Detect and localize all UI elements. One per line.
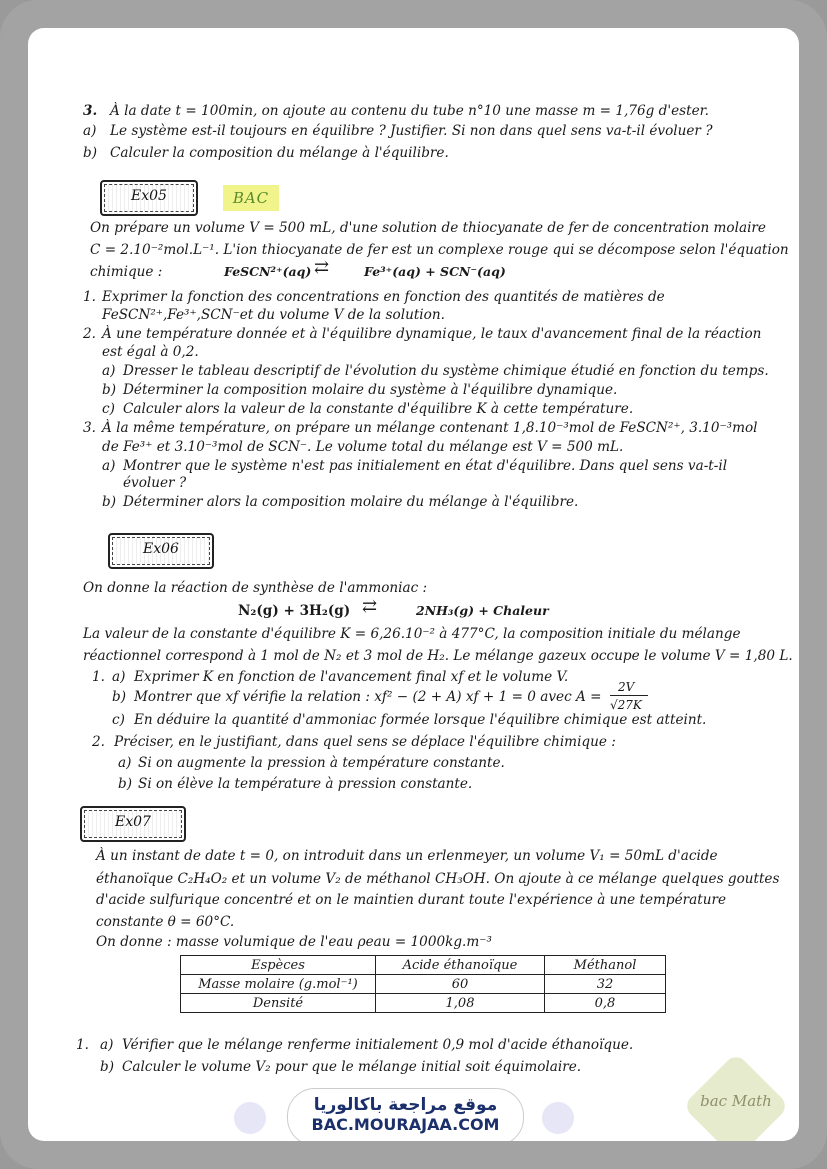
ex05-q3-line1: À la même température, on prépare un mélange contenant 1,8.10⁻³mol de FeSCN²⁺, 3.10⁻³mol (102, 420, 758, 436)
ex07-paragraph-line3: d'acide sulfurique concentré et on le maintien durant toute l'expérience à une température (96, 892, 727, 908)
ex06-q2-text: Préciser, en le justifiant, dans quel sens se déplace l'équilibre chimique : (114, 734, 616, 750)
ex05-q3-line2: de Fe³⁺ et 3.10⁻³mol de SCN⁻. Le volume total du mélange est V = 500 mL. (102, 439, 624, 455)
ex06-q2-number: 2. (92, 734, 105, 750)
ex07-paragraph-line4: constante θ = 60°C. (96, 914, 235, 930)
footer-site-link[interactable]: BAC.MOURAJAA.COM (311, 1115, 500, 1134)
ex06-fraction-bar (610, 695, 648, 696)
ex07-title-box (80, 806, 186, 842)
bac-highlight-tag: BAC (223, 185, 279, 211)
ex07-paragraph-line2: éthanoïque C₂H₄O₂ et un volume V₂ de méthanol CH₃OH. On ajoute à ce mélange quelques gouttes (96, 871, 780, 887)
footer-right-logo (542, 1102, 574, 1134)
top-qa-label: a) (83, 123, 97, 139)
ex07-given-data: On donne : masse volumique de l'eau ρeau = 1000kg.m⁻³ (96, 934, 492, 950)
table-header-row (181, 956, 666, 975)
ex05-title-box (100, 180, 198, 216)
ex05-products: Fe³⁺(aq) + SCN⁻(aq) (364, 264, 506, 279)
ex06-q2b-text: Si on élève la température à pression constante. (138, 776, 473, 792)
ex07-data-table (180, 955, 666, 1013)
ex06-reaction-right: 2NH₃(g) + Chaleur (416, 603, 549, 618)
table-cell: 32 (545, 975, 666, 994)
table-header-cell: Acide éthanoïque (376, 956, 545, 975)
ex05-q1-line2: FeSCN²⁺,Fe³⁺,SCN⁻et du volume V de la solution. (102, 307, 445, 323)
ex05-title: Ex05 (104, 184, 194, 212)
ex06-reaction-left: N₂(g) + 3H₂(g) (238, 603, 351, 619)
ex06-title-box (108, 533, 214, 569)
ex05-q3b-text: Déterminer alors la composition molaire du mélange à l'équilibre. (123, 494, 579, 510)
table-cell: 1,08 (376, 994, 545, 1013)
ex06-q2a-label: a) (118, 755, 132, 771)
ex05-q2-line2: est égal à 0,2. (102, 344, 199, 360)
ex06-q1a-label: a) (112, 669, 126, 685)
ex05-q3-number: 3. (83, 420, 96, 436)
ex06-q1b-label: b) (112, 689, 127, 705)
ex05-q2-number: 2. (83, 326, 96, 342)
ex06-q1c-text: En déduire la quantité d'ammoniac formée lorsque l'équilibre chimique est atteint. (134, 712, 707, 728)
table-cell: Densité (181, 994, 376, 1013)
ex05-q2a-label: a) (102, 363, 116, 379)
ex06-q1b-text: Montrer que xf vérifie la relation : xf² − (2 + A) xf + 1 = 0 avec A = (134, 689, 602, 705)
ex06-paragraph-line1: La valeur de la constante d'équilibre K = 6,26.10⁻² à 477°C, la composition initiale du mélange (83, 626, 741, 642)
document-page (28, 28, 799, 1141)
ex05-q2a-text: Dresser le tableau descriptif de l'évolution du système chimique étudié en fonction du temps. (123, 363, 769, 379)
ex05-q1-line1: Exprimer la fonction des concentrations en fonction des quantités de matières de (102, 289, 665, 305)
ex07-paragraph-line1: À un instant de date t = 0, on introduit dans un erlenmeyer, un volume V₁ = 50mL d'acide (96, 848, 718, 864)
top-q3-number: 3. (83, 103, 98, 119)
ex05-intro-line2: C = 2.10⁻²mol.L⁻¹. L'ion thiocyanate de fer est un complexe rouge qui se décompose selon l'équation (90, 242, 789, 258)
top-q3-text: À la date t = 100min, on ajoute au contenu du tube n°10 une masse m = 1,76g d'ester. (110, 103, 709, 119)
table-header-cell: Espèces (181, 956, 376, 975)
ex05-q2-line1: À une température donnée et à l'équilibre dynamique, le taux d'avancement final de la réaction (102, 326, 762, 342)
ex06-q1c-label: c) (112, 712, 125, 728)
ex05-q1-number: 1. (83, 289, 96, 305)
ex05-intro-line3-label: chimique : (90, 264, 163, 280)
ex05-q3a-line2: évoluer ? (123, 475, 187, 491)
ex06-fraction-numerator: 2V (618, 680, 635, 694)
ex06-q2a-text: Si on augmente la pression à température constante. (138, 755, 505, 771)
ex05-q3a-line1: Montrer que le système n'est pas initialement en état d'équilibre. Dans quel sens va-t-il (123, 458, 728, 474)
ex05-q3b-label: b) (102, 494, 117, 510)
ex07-q1-number: 1. (76, 1037, 89, 1053)
ex07-q1b-text: Calculer le volume V₂ pour que le mélange initial soit équimolaire. (122, 1059, 582, 1075)
table-header-cell: Méthanol (545, 956, 666, 975)
table-cell: 0,8 (545, 994, 666, 1013)
footer-left-logo (234, 1102, 266, 1134)
ex06-paragraph-line2: réactionnel correspond à 1 mol de N₂ et 3 mol de H₂. Le mélange gazeux occupe le volume V = 1,80 L. (83, 648, 793, 664)
ex05-intro-line1: On prépare un volume V = 500 mL, d'une solution de thiocyanate de fer de concentration molaire (90, 220, 766, 236)
table-cell: Masse molaire (g.mol⁻¹) (181, 975, 376, 994)
bac-math-seal-text: bac Math (700, 1092, 772, 1110)
ex05-q2c-text: Calculer alors la valeur de la constante d'équilibre K à cette température. (123, 401, 634, 417)
ex05-q2c-label: c) (102, 401, 115, 417)
ex07-q1a-text: Vérifier que le mélange renferme initialement 0,9 mol d'acide éthanoïque. (122, 1037, 634, 1053)
top-qb-text: Calculer la composition du mélange à l'équilibre. (110, 145, 449, 161)
table-cell: 60 (376, 975, 545, 994)
ex05-reactant: FeSCN²⁺(aq) (224, 264, 312, 279)
ex06-q1-number: 1. (92, 669, 105, 685)
ex07-q1a-label: a) (100, 1037, 114, 1053)
ex05-q2b-text: Déterminer la composition molaire du système à l'équilibre dynamique. (123, 382, 618, 398)
ex06-equilibrium-arrow: ⇄ (362, 596, 378, 617)
table-row (181, 994, 666, 1013)
ex07-q1b-label: b) (100, 1059, 115, 1075)
ex06-q2b-label: b) (118, 776, 133, 792)
top-qb-label: b) (83, 145, 98, 161)
table-row (181, 975, 666, 994)
footer-arabic-title: موقع مراجعة باكالوريا (313, 1095, 498, 1115)
ex07-title: Ex07 (84, 810, 182, 838)
ex06-title: Ex06 (112, 537, 210, 565)
ex05-equilibrium-arrow: ⇄ (314, 257, 330, 278)
ex06-fraction-denominator: √27K (610, 698, 642, 712)
footer-banner[interactable] (287, 1088, 524, 1141)
ex06-intro: On donne la réaction de synthèse de l'ammoniac : (83, 580, 428, 596)
top-qa-text: Le système est-il toujours en équilibre ? Justifier. Si non dans quel sens va-t-il évoluer ? (110, 123, 713, 139)
ex06-q1a-text: Exprimer K en fonction de l'avancement final xf et le volume V. (134, 669, 569, 685)
ex05-q2b-label: b) (102, 382, 117, 398)
ex05-q3a-label: a) (102, 458, 116, 474)
